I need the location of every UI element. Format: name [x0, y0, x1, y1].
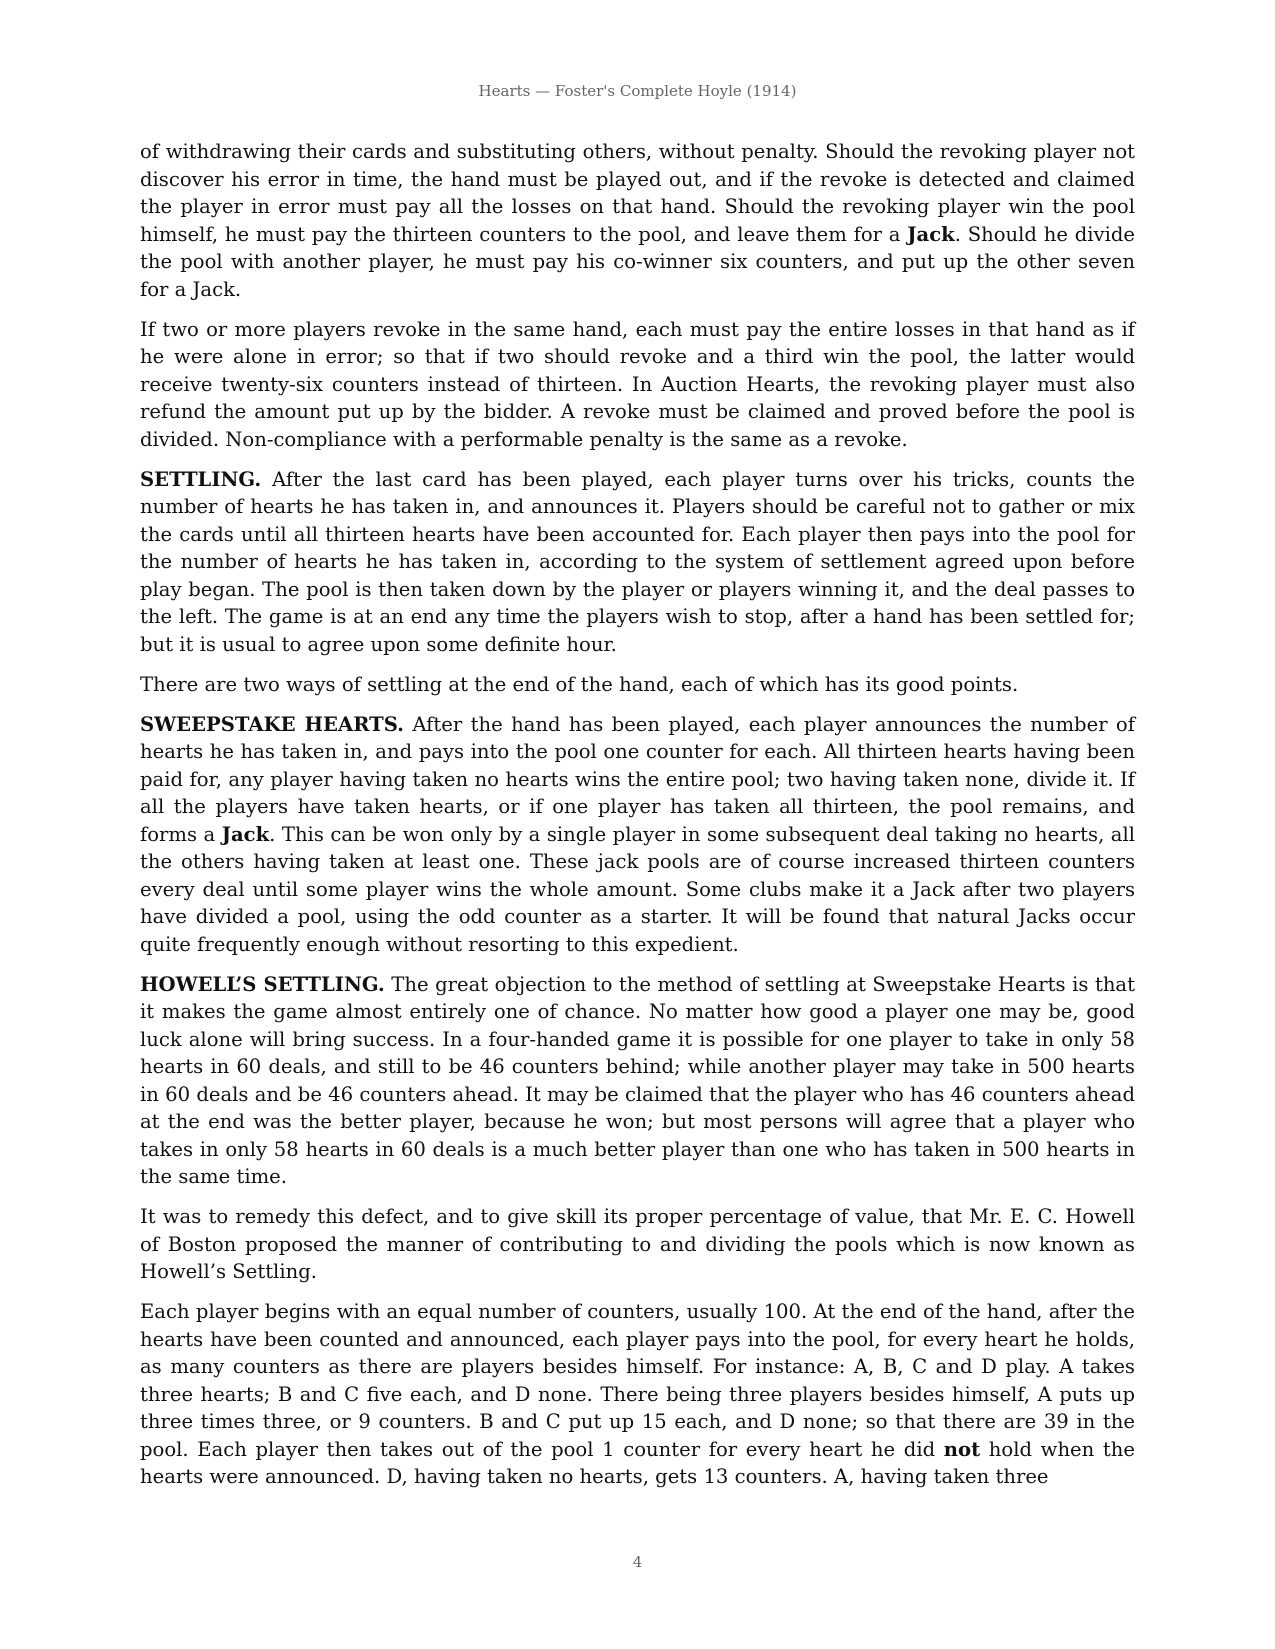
paragraph-text: After the last card has been played, each player turns over his tricks, counts the number of hearts he has taken in, and announces it. Players should be careful not to gather or mix the cards until all thirteen hearts have been accounted for. Each player then pays into the pool for the number of hearts he has taken in, according to the system of settlement agreed upon before play began. The pool is then taken down by the player or players winning it, and the deal passes to the left. The game is at an end any time the players wish to stop, after a hand has been settled for; but it is usual to agree upon some definite hour.: [140, 467, 1135, 656]
paragraph-text: . This can be won only by a single player in some subsequent deal taking no hearts, all the others having taken at least one. These jack pools are of course increased thirteen counters every deal until some player wins the whole amount. Some clubs make it a Jack after two players have divided a pool, using the odd counter as a starter. It will be found that natural Jacks occur quite frequently enough without resorting to this expedient.: [140, 822, 1135, 956]
section-heading-sweepstake: SWEEPSTAKE HEARTS.: [140, 712, 404, 736]
paragraph-text: Each player begins with an equal number of counters, usually 100. At the end of the hand, after the hearts have been counted and announced, each player pays into the pool, for every heart he holds, as many counters as there are players besides himself. For instance: A, B, C and D play. A takes three hearts; B and C five each, and D none. There being three players besides himself, A puts up three times three, or 9 counters. B and C put up 15 each, and D none; so that there are 39 in the pool. Each player then takes out of the pool 1 counter for every heart he did: [140, 1300, 1135, 1461]
paragraph-revoke-continued: [140, 138, 1135, 303]
body-text: [140, 138, 1135, 1503]
emphasis-jack: Jack: [907, 222, 955, 246]
paragraph-two-ways: There are two ways of settling at the end of the hand, each of which has its good points.: [140, 672, 1019, 696]
paragraph-text: of withdrawing their cards and substituting others, without penalty. Should the revoking player not discover his error in time, the hand must be played out, and if the revoke is detected and claimed the player in error must pay all the losses on that hand. Should the revoking player win the pool himself, he must pay the thirteen counters to the pool, and leave them for a: [140, 140, 1135, 246]
section-heading-howells: HOWELL’S SETTLING.: [140, 972, 385, 996]
emphasis-jack: Jack: [221, 822, 270, 846]
paragraph-text: After the hand has been played, each player announces the number of hearts he has taken in, and pays into the pool one counter for each. All thirteen hearts having been paid for, any player having taken no hearts wins the entire pool; two having taken none, divide it. If all the players have taken hearts, or if one player has taken all thirteen, the pool remains, and forms a: [140, 712, 1135, 846]
paragraph-text: The great objection to the method of settling at Sweepstake Hearts is that it makes the game almost entirely one of chance. No matter how good a player one may be, good luck alone will bring success. In a four-handed game it is possible for one player to take in only 58 hearts in 60 deals, and still to be 46 counters behind; while another player may take in 500 hearts in 60 deals and be 46 counters ahead. It may be claimed that the player who has 46 counters ahead at the end was the better player, because he won; but most persons will agree that a player who takes in only 58 hearts in 60 deals is a much better player than one who has taken in 500 hearts in the same time.: [140, 972, 1135, 1188]
paragraph-text: hold when the hearts were announced. D, having taken no hearts, gets 13 counters. A, having taken three: [140, 1437, 1136, 1488]
page-number: 4: [632, 1553, 643, 1571]
paragraph-howell-remedy: It was to remedy this defect, and to give skill its proper percentage of value, that Mr. E. C. Howell of Boston proposed the manner of contributing to and dividing the pools which is now known as Howell’s Settling.: [140, 1205, 1135, 1283]
paragraph-howells-settling: [140, 971, 1135, 1191]
paragraph-sweepstake: [140, 711, 1135, 959]
paragraph-settling: [140, 466, 1135, 659]
emphasis-not: not: [943, 1437, 981, 1461]
paragraph-counters-example: [140, 1298, 1135, 1491]
paragraph-text: . Should he divide the pool with another player, he must pay his co-winner six counters, and put up the other seven for a Jack.: [140, 222, 1135, 301]
section-heading-settling: SETTLING.: [140, 467, 262, 491]
paragraph-multiple-revokes: If two or more players revoke in the same hand, each must pay the entire losses in that hand as if he were alone in error; so that if two should revoke and a third win the pool, the latter would receive twenty-six counters instead of thirteen. In Auction Hearts, the revoking player must also refund the amount put up by the bidder. A revoke must be claimed and proved before the pool is divided. Non-compliance with a performable penalty is the same as a revoke.: [140, 317, 1135, 451]
running-header: Hearts — Foster's Complete Hoyle (1914): [478, 82, 797, 100]
